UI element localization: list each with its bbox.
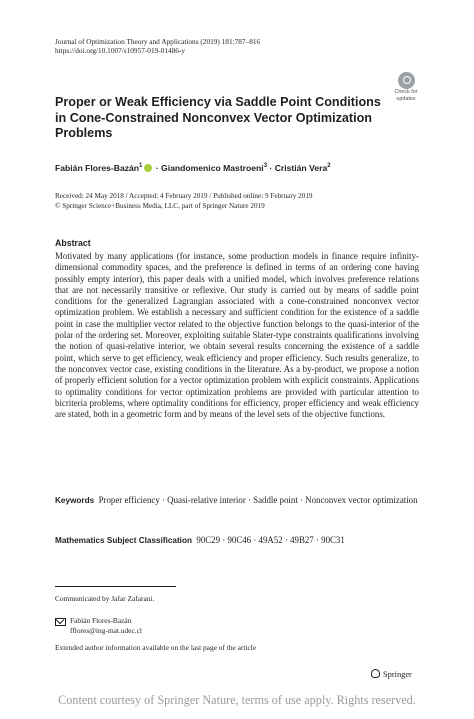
orcid-icon[interactable] xyxy=(144,164,152,172)
envelope-icon xyxy=(55,618,66,626)
springer-horse-icon xyxy=(371,669,380,678)
check-updates-icon xyxy=(398,72,415,89)
author-3-affiliation: 2 xyxy=(327,163,331,170)
history-line: Received: 24 May 2018 / Accepted: 4 February 2019 / Published online: 9 February 2019 xyxy=(55,192,313,200)
footnote-divider xyxy=(55,586,176,587)
springer-logo xyxy=(371,669,412,679)
author-list xyxy=(55,163,331,173)
author-separator: · xyxy=(153,163,162,173)
doi-link[interactable]: https://doi.org/10.1007/s10957-019-01486-y xyxy=(55,46,185,55)
journal-citation: Journal of Optimization Theory and Applications (2019) 181:787–816 xyxy=(55,37,261,46)
journal-header xyxy=(55,37,260,55)
msc-label: Mathematics Subject Classification xyxy=(55,536,192,545)
extended-author-info: Extended author information available on the last page of the article xyxy=(55,643,257,652)
copyright-line: © Springer Science+Business Media, LLC, part of Springer Nature 2019 xyxy=(55,201,265,210)
badge-label-2: updates xyxy=(396,95,416,102)
author-2-affiliation: 3 xyxy=(263,163,268,170)
abstract-text: Motivated by many applications (for instance, some production models in finance require infinity-dimensional commodity spaces, and the preference is defined in terms of an ordering cone having possibly empty interior), this paper deals with a unified model, which involves preference relations that are not necessarily transitive or reflexive. Our study is carried out by means of saddle point conditions for the generalized Lagrangian associated with a cone-constrained nonconvex vector optimization problem. We establish a necessary and sufficient condition for the existence of a saddle point in case the multiplier vector related to the objective function belongs to the quasi-interior of the polar of the ordering set. Moreover, exploiting suitable Slater-type constraints qualifications involving the notion of quasi-relative interior, we obtain several results concerning the existence of a saddle point, which serve to get efficiency, weak efficiency and proper efficiency. Such results generalize, to the nonconvex vector case, existing conditions in the literature. As a by-product, we propose a notion of properly efficient solution for a vector optimization problem with explicit constraints. Applications to optimality conditions for vector optimization problems are provided with particular attention to bicriteria problems, where optimality conditions for efficiency, proper efficiency and weak efficiency are stated, both in a geometric form and by means of the level sets of the objective functions. xyxy=(55,251,419,420)
author-separator: · xyxy=(267,163,275,173)
title-line-2: in Cone-Constrained Nonconvex Vector Optimization xyxy=(55,110,372,125)
badge-label-1: Check for xyxy=(394,89,418,95)
msc-codes: 90C29 · 90C46 · 49A52 · 49B27 · 90C31 xyxy=(196,535,345,545)
keywords-text: Proper efficiency · Quasi-relative interior · Saddle point · Nonconvex vector optimization xyxy=(98,495,418,505)
author-3[interactable]: Cristián Vera xyxy=(274,163,328,173)
keywords-label: Keywords xyxy=(55,496,95,505)
author-1[interactable]: Fabián Flores-Bazán xyxy=(55,163,140,173)
publisher-name: Springer xyxy=(383,670,412,679)
corresponding-author xyxy=(70,616,142,635)
contact-email[interactable]: fflores@ing-mat.udec.cl xyxy=(70,625,142,635)
abstract-heading: Abstract xyxy=(55,238,91,248)
title-line-1: Proper or Weak Efficiency via Saddle Point Conditions xyxy=(55,95,381,109)
author-2[interactable]: Giandomenico Mastroeni xyxy=(161,163,264,173)
communicated-by: Communicated by Jafar Zafarani. xyxy=(55,594,155,603)
keywords xyxy=(55,495,419,506)
publication-dates xyxy=(55,192,313,211)
article-title xyxy=(55,95,385,142)
title-line-3: Problems xyxy=(55,126,113,140)
contact-name: Fabián Flores-Bazán xyxy=(70,616,132,625)
check-for-updates-badge[interactable] xyxy=(390,72,422,102)
subject-classification xyxy=(55,535,345,545)
author-1-affiliation: 1 xyxy=(139,163,143,170)
courtesy-notice: Content courtesy of Springer Nature, terms of use apply. Rights reserved. xyxy=(58,693,416,707)
